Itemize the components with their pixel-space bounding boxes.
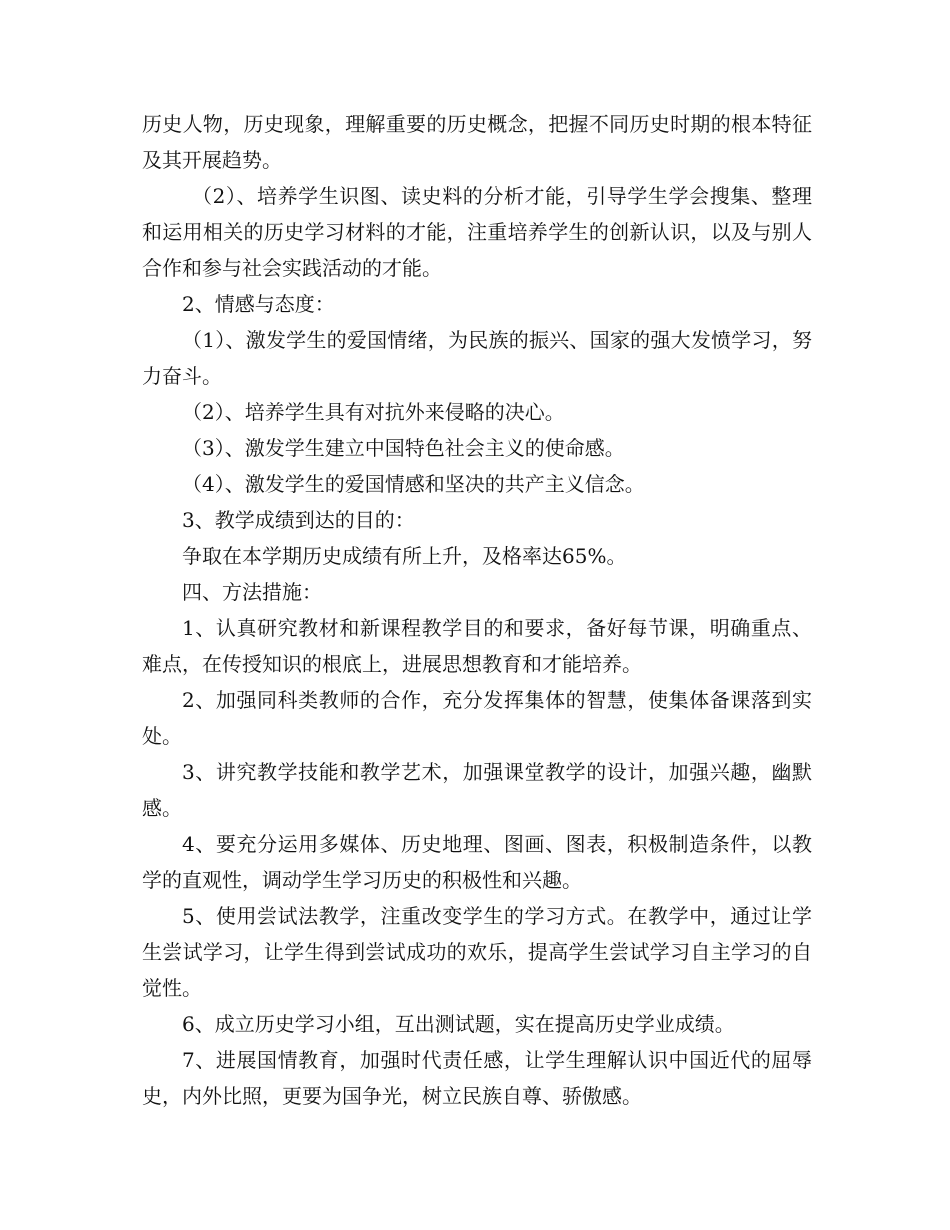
paragraph-objective-2: （2）、培养学生识图、读史料的分析才能，引导学生学会搜集、整理和运用相关的历史学习材料的才能，注重培养学生的创新认识，以及与别人合作和参与社会实践活动的才能。 <box>142 184 812 280</box>
paragraph-method-6: 6、成立历史学习小组，互出测试题，实在提高历史学业成绩。 <box>182 1012 735 1036</box>
paragraph-method-1: 1、认真研究教材和新课程教学目的和要求，备好每节课，明确重点、难点，在传授知识的根底上，进展思想教育和才能培养。 <box>142 616 812 676</box>
paragraph-emotion-3: （3）、激发学生建立中国特色社会主义的使命感。 <box>182 436 625 460</box>
paragraph-method-2: 2、加强同科类教师的合作，充分发挥集体的智慧，使集体备课落到实处。 <box>142 688 812 748</box>
paragraph-method-4: 4、要充分运用多媒体、历史地理、图画、图表，积极制造条件，以教学的直观性，调动学生学习历史的积极性和兴趣。 <box>142 832 812 892</box>
paragraph-emotion-4: （4）、激发学生的爱国情感和坚决的共产主义信念。 <box>182 472 645 496</box>
paragraph-emotion-1: （1）、激发学生的爱国情绪，为民族的振兴、国家的强大发愤学习，努力奋斗。 <box>142 328 812 388</box>
paragraph-method-7: 7、进展国情教育，加强时代责任感，让学生理解认识中国近代的屈辱史，内外比照，更要为国争光，树立民族自尊、骄傲感。 <box>142 1048 812 1108</box>
section-heading-emotion-attitude: 2、情感与态度： <box>182 292 335 316</box>
paragraph-continuation: 历史人物，历史现象，理解重要的历史概念，把握不同历史时期的根本特征及其开展趋势。 <box>142 112 812 172</box>
section-heading-methods: 四、方法措施： <box>182 580 322 604</box>
paragraph-teaching-goal: 争取在本学期历史成绩有所上升，及格率达65%。 <box>182 544 627 568</box>
paragraph-method-3: 3、讲究教学技能和教学艺术，加强课堂教学的设计，加强兴趣，幽默感。 <box>142 760 812 820</box>
paragraph-emotion-2: （2）、培养学生具有对抗外来侵略的决心。 <box>182 400 565 424</box>
section-heading-teaching-goal: 3、教学成绩到达的目的： <box>182 508 415 532</box>
paragraph-method-5: 5、使用尝试法教学，注重改变学生的学习方式。在教学中，通过让学生尝试学习，让学生得到尝试成功的欢乐，提高学生尝试学习自主学习的自觉性。 <box>142 904 812 1000</box>
document-body <box>142 106 812 1114</box>
